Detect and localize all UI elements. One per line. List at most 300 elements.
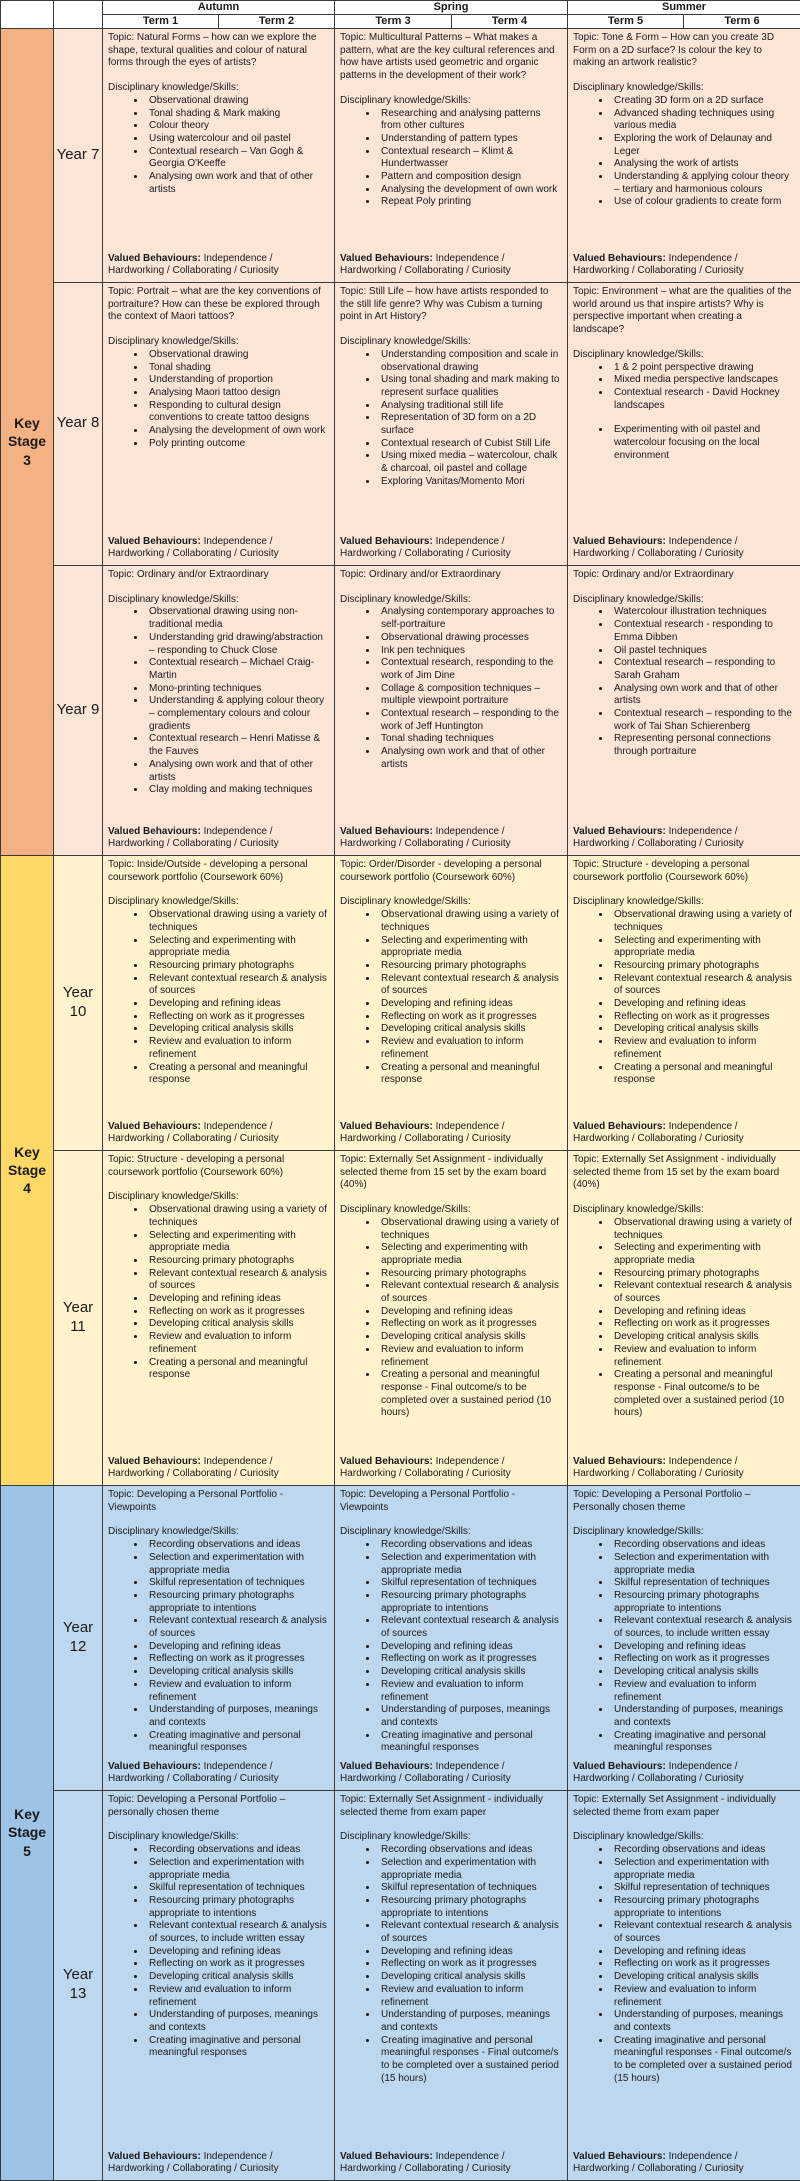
topic-text: Topic: Developing a Personal Portfolio - Viewpoints bbox=[340, 1489, 562, 1514]
valued-behaviours bbox=[108, 1121, 329, 1146]
skill-item: • Selection and experimentation with appropriate media bbox=[378, 1552, 562, 1577]
valued-behaviours-label: Valued Behaviours: bbox=[573, 2151, 666, 2162]
term-content-cell bbox=[568, 29, 800, 283]
skill-item: • Pattern and composition design bbox=[378, 171, 562, 184]
valued-behaviours-label: Valued Behaviours: bbox=[108, 1121, 201, 1132]
skill-item: • Reflecting on work as it progresses bbox=[611, 1011, 795, 1024]
skill-item: • Relevant contextual research & analysis of sources bbox=[146, 973, 329, 998]
skills-list bbox=[108, 95, 329, 197]
skill-item: • Developing and refining ideas bbox=[146, 998, 329, 1011]
skill-item: • Contextual research – Van Gogh & Georgia O'Keeffe bbox=[146, 146, 329, 171]
skill-item: • Relevant contextual research & analysis of sources bbox=[378, 1280, 562, 1305]
skill-item: • Contextual research – responding to the work of Tai Shan Schierenberg bbox=[611, 708, 795, 733]
skills-heading: Disciplinary knowledge/Skills: bbox=[573, 1204, 795, 1217]
skill-item: • Selecting and experimenting with appropriate media bbox=[146, 935, 329, 960]
topic-text: Topic: Inside/Outside - developing a personal coursework portfolio (Coursework 60%) bbox=[108, 859, 329, 884]
topic-text: Topic: Developing a Personal Portfolio - Viewpoints bbox=[108, 1489, 329, 1514]
skill-item: • Selection and experimentation with appropriate media bbox=[146, 1857, 329, 1882]
skill-item: • Reflecting on work as it progresses bbox=[378, 1011, 562, 1024]
term-content bbox=[568, 856, 800, 1149]
skills-heading: Disciplinary knowledge/Skills: bbox=[340, 1204, 562, 1217]
skill-item: • Using watercolour and oil pastel bbox=[146, 133, 329, 146]
term-content bbox=[103, 283, 334, 564]
skill-item: • Use of colour gradients to create form bbox=[611, 196, 795, 209]
term-header: Term 1 bbox=[103, 15, 219, 29]
skill-item: • Resourcing primary photographs appropriate to intentions bbox=[378, 1895, 562, 1920]
header-row-seasons bbox=[1, 1, 800, 15]
year-row bbox=[1, 1486, 800, 1791]
skill-item: • Relevant contextual research & analysis of sources bbox=[611, 973, 795, 998]
key-stage-label bbox=[1, 1486, 53, 2179]
topic-text: Topic: Developing a Personal Portfolio – personally chosen theme bbox=[108, 1794, 329, 1819]
valued-behaviours bbox=[340, 253, 562, 278]
valued-behaviours bbox=[573, 1456, 795, 1481]
term-content-cell bbox=[568, 283, 800, 566]
skill-item: • Analysing the development of own work bbox=[146, 425, 329, 438]
skills-heading: Disciplinary knowledge/Skills: bbox=[573, 594, 795, 607]
skill-item: • Creating 3D form on a 2D surface bbox=[611, 95, 795, 108]
skill-item: • Review and evaluation to inform refinement bbox=[146, 1984, 329, 2009]
year-cell bbox=[54, 1486, 103, 1791]
skill-item: • Developing and refining ideas bbox=[611, 1306, 795, 1319]
topic-text: Topic: Structure - developing a personal coursework portfolio (Coursework 60%) bbox=[108, 1154, 329, 1179]
topic-text: Topic: Externally Set Assignment - individually selected theme from 15 set by the exam board (40%) bbox=[573, 1154, 795, 1192]
skill-item: • Review and evaluation to inform refinement bbox=[378, 1984, 562, 2009]
skill-item: • Developing and refining ideas bbox=[611, 998, 795, 1011]
skill-item: • Resourcing primary photographs bbox=[611, 1268, 795, 1281]
valued-behaviours bbox=[573, 536, 795, 561]
year-row bbox=[1, 856, 800, 1151]
skill-item: • Poly printing outcome bbox=[146, 438, 329, 451]
term-content-cell bbox=[335, 566, 568, 856]
skills-heading: Disciplinary knowledge/Skills: bbox=[108, 82, 329, 95]
valued-behaviours-text: Independence / Hardworking / Collaborating / Curiosity bbox=[573, 536, 744, 560]
valued-behaviours bbox=[108, 1761, 329, 1786]
header-row-terms bbox=[1, 15, 800, 29]
valued-behaviours-label: Valued Behaviours: bbox=[573, 1761, 666, 1772]
skill-item: • Observational drawing using a variety of techniques bbox=[378, 1217, 562, 1242]
term-content bbox=[103, 1151, 334, 1484]
year-label-text: Year 12 bbox=[54, 1619, 102, 1657]
skill-item: • Representing personal connections through portraiture bbox=[611, 733, 795, 758]
skill-item: • Developing critical analysis skills bbox=[611, 1023, 795, 1036]
topic-text: Topic: Ordinary and/or Extraordinary bbox=[340, 569, 562, 582]
term-content bbox=[103, 29, 334, 281]
valued-behaviours-label: Valued Behaviours: bbox=[108, 2151, 201, 2162]
skill-item: • Resourcing primary photographs appropriate to intentions bbox=[146, 1590, 329, 1615]
key-stage-cell bbox=[1, 856, 54, 1486]
skill-item: • Resourcing primary photographs appropriate to intentions bbox=[611, 1590, 795, 1615]
topic-text: Topic: Developing a Personal Portfolio – Personally chosen theme bbox=[573, 1489, 795, 1514]
skill-item: • Reflecting on work as it progresses bbox=[146, 1958, 329, 1971]
valued-behaviours-text: Independence / Hardworking / Collaborating / Curiosity bbox=[108, 1456, 279, 1480]
skills-list bbox=[108, 606, 329, 797]
skill-item: • Clay molding and making techniques bbox=[146, 784, 329, 797]
valued-behaviours-label: Valued Behaviours: bbox=[340, 1456, 433, 1467]
skills-heading: Disciplinary knowledge/Skills: bbox=[340, 1526, 562, 1539]
skill-item: • Analysing own work and that of other artists bbox=[146, 171, 329, 196]
skill-item: • Resourcing primary photographs bbox=[146, 960, 329, 973]
corner-cell bbox=[1, 1, 54, 29]
term-content bbox=[335, 29, 567, 281]
term-content bbox=[103, 1486, 334, 1789]
valued-behaviours-text: Independence / Hardworking / Collaborating / Curiosity bbox=[573, 1761, 744, 1785]
skill-item: • Repeat Poly printing bbox=[378, 196, 562, 209]
skill-item: • Review and evaluation to inform refinement bbox=[146, 1036, 329, 1061]
valued-behaviours-label: Valued Behaviours: bbox=[340, 2151, 433, 2162]
skill-item: • Analysing traditional still life bbox=[378, 400, 562, 413]
spacer bbox=[340, 209, 562, 247]
skills-heading: Disciplinary knowledge/Skills: bbox=[573, 349, 795, 362]
table-header bbox=[1, 1, 800, 29]
term-content-cell bbox=[335, 1791, 568, 2181]
valued-behaviours-text: Independence / Hardworking / Collaborating / Curiosity bbox=[573, 1456, 744, 1480]
valued-behaviours-label: Valued Behaviours: bbox=[573, 536, 666, 547]
skill-item: • Recording observations and ideas bbox=[378, 1844, 562, 1857]
skill-item: • Understanding of purposes, meanings and contexts bbox=[378, 2009, 562, 2034]
year-label bbox=[54, 856, 102, 1149]
skill-item: • Developing critical analysis skills bbox=[378, 1971, 562, 1984]
skills-list bbox=[340, 1844, 562, 2085]
skill-item: • Understanding composition and scale in observational drawing bbox=[378, 349, 562, 374]
skill-item: • Representation of 3D form on a 2D surface bbox=[378, 412, 562, 437]
skill-item: • Developing critical analysis skills bbox=[611, 1666, 795, 1679]
spacer bbox=[108, 450, 329, 530]
skill-item: • Contextual research – Michael Craig-Martin bbox=[146, 657, 329, 682]
skill-item: • Selecting and experimenting with appropriate media bbox=[378, 1242, 562, 1267]
skill-item: • Resourcing primary photographs appropriate to intentions bbox=[611, 1895, 795, 1920]
skills-heading: Disciplinary knowledge/Skills: bbox=[573, 1526, 795, 1539]
skill-item: • Advanced shading techniques using various media bbox=[611, 108, 795, 133]
spacer bbox=[573, 1087, 795, 1116]
skill-item: • Relevant contextual research & analysis of sources bbox=[378, 1920, 562, 1945]
skill-item: • Reflecting on work as it progresses bbox=[611, 1653, 795, 1666]
valued-behaviours-label: Valued Behaviours: bbox=[340, 826, 433, 837]
skills-heading: Disciplinary knowledge/Skills: bbox=[108, 1526, 329, 1539]
year-label-text: Year 13 bbox=[54, 1966, 102, 2004]
skill-item: • Responding to cultural design conventions to create tattoo designs bbox=[146, 400, 329, 425]
term-content-cell bbox=[568, 566, 800, 856]
skills-list bbox=[340, 909, 562, 1087]
skill-item: • Relevant contextual research & analysis of sources, to include written essay bbox=[146, 1920, 329, 1945]
year-cell bbox=[54, 29, 103, 283]
skills-list bbox=[340, 606, 562, 771]
skill-item: • Observational drawing using a variety of techniques bbox=[146, 1204, 329, 1229]
spacer bbox=[573, 759, 795, 821]
skill-item: • Understanding of purposes, meanings and contexts bbox=[146, 1704, 329, 1729]
skill-item: • Exploring Vanitas/Momento Mori bbox=[378, 476, 562, 489]
valued-behaviours-text: Independence / Hardworking / Collaborating / Curiosity bbox=[573, 826, 744, 850]
topic-text: Topic: Ordinary and/or Extraordinary bbox=[108, 569, 329, 582]
spacer bbox=[108, 1755, 329, 1756]
valued-behaviours-text: Independence / Hardworking / Collaborating / Curiosity bbox=[340, 536, 511, 560]
skills-list bbox=[573, 1217, 795, 1420]
skills-list bbox=[573, 909, 795, 1087]
skill-item: • Developing critical analysis skills bbox=[378, 1666, 562, 1679]
skills-heading: Disciplinary knowledge/Skills: bbox=[108, 594, 329, 607]
year-row bbox=[1, 283, 800, 566]
term-content-cell bbox=[103, 1486, 335, 1791]
year-label-text: Year 9 bbox=[57, 701, 100, 720]
skill-item: • Watercolour illustration techniques bbox=[611, 606, 795, 619]
skill-item: • Developing critical analysis skills bbox=[146, 1666, 329, 1679]
valued-behaviours-text: Independence / Hardworking / Collaborating / Curiosity bbox=[108, 536, 279, 560]
spacer bbox=[573, 1755, 795, 1756]
skill-item: • Collage & composition techniques – multiple viewpoint portraiture bbox=[378, 683, 562, 708]
skill-item: • Creating imaginative and personal meaningful responses - Final outcome/s to be completed over a sustained period (15 hours) bbox=[611, 2035, 795, 2086]
valued-behaviours bbox=[108, 253, 329, 278]
year-row bbox=[1, 1791, 800, 2181]
valued-behaviours-text: Independence / Hardworking / Collaborating / Curiosity bbox=[573, 2151, 744, 2175]
skill-item: • Developing and refining ideas bbox=[611, 1946, 795, 1959]
year-label bbox=[54, 566, 102, 854]
skill-item: • Relevant contextual research & analysis of sources bbox=[146, 1268, 329, 1293]
term-content bbox=[568, 566, 800, 854]
topic-text: Topic: Tone & Form – How can you create 3D Form on a 2D surface? Is colour the key to making an artwork realistic? bbox=[573, 32, 795, 70]
topic-text: Topic: Externally Set Assignment - individually selected theme from exam paper bbox=[340, 1794, 562, 1819]
valued-behaviours-label: Valued Behaviours: bbox=[573, 826, 666, 837]
valued-behaviours-label: Valued Behaviours: bbox=[108, 826, 201, 837]
skill-item: • Relevant contextual research & analysis of sources bbox=[146, 1615, 329, 1640]
skill-item: • Recording observations and ideas bbox=[146, 1539, 329, 1552]
year-cell bbox=[54, 283, 103, 566]
skill-item: • Selecting and experimenting with appropriate media bbox=[611, 1242, 795, 1267]
skill-item: • Developing and refining ideas bbox=[146, 1946, 329, 1959]
year-label bbox=[54, 1791, 102, 2179]
spacer bbox=[340, 772, 562, 821]
skill-item: • Observational drawing using a variety of techniques bbox=[146, 909, 329, 934]
year-label-text: Year 7 bbox=[57, 146, 100, 165]
skill-item: • Selecting and experimenting with appropriate media bbox=[378, 935, 562, 960]
term-content bbox=[103, 1791, 334, 2179]
skills-heading: Disciplinary knowledge/Skills: bbox=[340, 896, 562, 909]
year-cell bbox=[54, 856, 103, 1151]
skill-item: • Analysing contemporary approaches to self-portraiture bbox=[378, 606, 562, 631]
year-label-text: Year 8 bbox=[57, 414, 100, 433]
skills-heading: Disciplinary knowledge/Skills: bbox=[573, 1831, 795, 1844]
skill-item: • Developing and refining ideas bbox=[378, 1641, 562, 1654]
skill-item: • Review and evaluation to inform refinement bbox=[146, 1679, 329, 1704]
year-label bbox=[54, 1486, 102, 1789]
skill-item: • Relevant contextual research & analysis of sources bbox=[611, 1280, 795, 1305]
valued-behaviours-label: Valued Behaviours: bbox=[108, 536, 201, 547]
skill-item: • Understanding of purposes, meanings and contexts bbox=[611, 1704, 795, 1729]
skills-list bbox=[573, 362, 795, 463]
skill-item: • Recording observations and ideas bbox=[378, 1539, 562, 1552]
skill-item: • Developing and refining ideas bbox=[378, 998, 562, 1011]
valued-behaviours-text: Independence / Hardworking / Collaborating / Curiosity bbox=[108, 2151, 279, 2175]
valued-behaviours bbox=[108, 2151, 329, 2176]
skills-list bbox=[340, 349, 562, 489]
valued-behaviours bbox=[573, 253, 795, 278]
skill-item: • Developing and refining ideas bbox=[378, 1946, 562, 1959]
skill-item: • Experimenting with oil pastel and watercolour focusing on the local environment bbox=[611, 424, 795, 462]
valued-behaviours-text: Independence / Hardworking / Collaborating / Curiosity bbox=[340, 2151, 511, 2175]
skill-item: • Review and evaluation to inform refinement bbox=[378, 1679, 562, 1704]
term-content-cell bbox=[568, 1486, 800, 1791]
term-content-cell bbox=[335, 1151, 568, 1486]
topic-text: Topic: Environment – what are the qualities of the world around us that inspire artists? Why is perspective important when creating a landscape? bbox=[573, 286, 795, 337]
skill-item: • Understanding & applying colour theory – complementary colours and colour gradients bbox=[146, 695, 329, 733]
skill-item: • Recording observations and ideas bbox=[146, 1844, 329, 1857]
skill-item: • 1 & 2 point perspective drawing bbox=[611, 362, 795, 375]
valued-behaviours-text: Independence / Hardworking / Collaborating / Curiosity bbox=[340, 1456, 511, 1480]
valued-behaviours-text: Independence / Hardworking / Collaborating / Curiosity bbox=[340, 826, 511, 850]
skill-item: • Observational drawing bbox=[146, 95, 329, 108]
skill-item: • Reflecting on work as it progresses bbox=[378, 1318, 562, 1331]
term-content bbox=[568, 283, 800, 564]
term-header: Term 4 bbox=[452, 15, 568, 29]
skills-heading: Disciplinary knowledge/Skills: bbox=[108, 1191, 329, 1204]
valued-behaviours bbox=[573, 1761, 795, 1786]
table-body bbox=[1, 29, 800, 2181]
spacer bbox=[108, 1087, 329, 1116]
skill-item: • Relevant contextual research & analysis of sources bbox=[378, 1615, 562, 1640]
skill-item: • Researching and analysing patterns from other cultures bbox=[378, 108, 562, 133]
skill-item: • Developing and refining ideas bbox=[146, 1293, 329, 1306]
skill-item: • Observational drawing bbox=[146, 349, 329, 362]
skill-item: • Tonal shading techniques bbox=[378, 733, 562, 746]
year-row bbox=[1, 566, 800, 856]
skills-heading: Disciplinary knowledge/Skills: bbox=[340, 336, 562, 349]
spacer bbox=[340, 1087, 562, 1116]
skill-item: • Resourcing primary photographs bbox=[378, 1268, 562, 1281]
topic-text: Topic: Multicultural Patterns – What makes a pattern, what are the key cultural references and how have artists used geometric and organic patterns in the development of their work? bbox=[340, 32, 562, 83]
skills-list bbox=[340, 1539, 562, 1755]
skill-item: • Relevant contextual research & analysis of sources bbox=[378, 973, 562, 998]
valued-behaviours-label: Valued Behaviours: bbox=[573, 253, 666, 264]
valued-behaviours bbox=[340, 826, 562, 851]
term-content-cell bbox=[103, 566, 335, 856]
skill-item: • Creating imaginative and personal meaningful responses bbox=[611, 1730, 795, 1755]
skills-list bbox=[573, 95, 795, 209]
skill-item: • Reflecting on work as it progresses bbox=[146, 1306, 329, 1319]
skill-item: • Selection and experimentation with appropriate media bbox=[378, 1857, 562, 1882]
skill-item: • Contextual research of Cubist Still Life bbox=[378, 438, 562, 451]
skill-item: • Colour theory bbox=[146, 120, 329, 133]
skill-item: • Ink pen techniques bbox=[378, 645, 562, 658]
skills-heading: Disciplinary knowledge/Skills: bbox=[340, 95, 562, 108]
valued-behaviours-label: Valued Behaviours: bbox=[340, 253, 433, 264]
skill-item: • Skilful representation of techniques bbox=[378, 1882, 562, 1895]
skill-item: • Review and evaluation to inform refinement bbox=[611, 1679, 795, 1704]
skill-item: • Understanding of proportion bbox=[146, 374, 329, 387]
term-content-cell bbox=[335, 283, 568, 566]
skills-list bbox=[108, 349, 329, 451]
term-content-cell bbox=[568, 1791, 800, 2181]
skill-item: • Analysing the work of artists bbox=[611, 158, 795, 171]
topic-text: Topic: Natural Forms – how can we explore the shape, textural qualities and colour of natural forms through the eyes of artists? bbox=[108, 32, 329, 70]
skill-item: • Contextual research – Henri Matisse & the Fauves bbox=[146, 733, 329, 758]
key-stage-label-text: Key Stage 5 bbox=[1, 1805, 53, 1860]
term-content bbox=[568, 1486, 800, 1789]
skill-item: • Analysing own work and that of other artists bbox=[146, 759, 329, 784]
term-content bbox=[335, 1791, 567, 2179]
skill-item: • Review and evaluation to inform refinement bbox=[611, 1984, 795, 2009]
term-header: Term 6 bbox=[684, 15, 800, 29]
skills-gap bbox=[611, 412, 795, 424]
year-label bbox=[54, 29, 102, 281]
skill-item: • Selection and experimentation with appropriate media bbox=[146, 1552, 329, 1577]
valued-behaviours bbox=[340, 536, 562, 561]
skill-item: • Recording observations and ideas bbox=[611, 1844, 795, 1857]
skill-item: • Creating a personal and meaningful response - Final outcome/s to be completed over a sustained period (10 hours) bbox=[611, 1369, 795, 1420]
skill-item: • Resourcing primary photographs bbox=[611, 960, 795, 973]
skills-list bbox=[108, 909, 329, 1087]
valued-behaviours-label: Valued Behaviours: bbox=[573, 1121, 666, 1132]
skill-item: • Resourcing primary photographs bbox=[146, 1255, 329, 1268]
skill-item: • Review and evaluation to inform refinement bbox=[378, 1344, 562, 1369]
valued-behaviours bbox=[108, 826, 329, 851]
valued-behaviours-text: Independence / Hardworking / Collaborating / Curiosity bbox=[573, 253, 744, 277]
skills-heading: Disciplinary knowledge/Skills: bbox=[573, 896, 795, 909]
term-content bbox=[335, 283, 567, 564]
valued-behaviours-label: Valued Behaviours: bbox=[108, 253, 201, 264]
valued-behaviours-label: Valued Behaviours: bbox=[340, 1121, 433, 1132]
skill-item: • Using mixed media – watercolour, chalk & charcoal, oil pastel and collage bbox=[378, 450, 562, 475]
year-cell bbox=[54, 1791, 103, 2181]
valued-behaviours bbox=[573, 826, 795, 851]
term-content bbox=[335, 566, 567, 854]
term-content bbox=[335, 1486, 567, 1789]
year-label-text: Year 10 bbox=[54, 984, 102, 1022]
skill-item: • Understanding of purposes, meanings and contexts bbox=[378, 1704, 562, 1729]
spacer bbox=[108, 797, 329, 821]
skills-heading: Disciplinary knowledge/Skills: bbox=[108, 1831, 329, 1844]
skill-item: • Creating imaginative and personal meaningful responses bbox=[146, 2035, 329, 2060]
skills-list bbox=[108, 1204, 329, 1382]
term-content bbox=[568, 1791, 800, 2179]
skill-item: • Skilful representation of techniques bbox=[611, 1882, 795, 1895]
skill-item: • Developing and refining ideas bbox=[378, 1306, 562, 1319]
skill-item: • Skilful representation of techniques bbox=[378, 1577, 562, 1590]
skill-item: • Resourcing primary photographs appropriate to intentions bbox=[146, 1895, 329, 1920]
skill-item: • Creating a personal and meaningful response bbox=[146, 1357, 329, 1382]
topic-text: Topic: Externally Set Assignment - individually selected theme from 15 set by the exam board (40%) bbox=[340, 1154, 562, 1192]
skill-item: • Understanding grid drawing/abstraction – responding to Chuck Close bbox=[146, 632, 329, 657]
skill-item: • Understanding & applying colour theory – tertiary and harmonious colours bbox=[611, 171, 795, 196]
valued-behaviours-label: Valued Behaviours: bbox=[573, 1456, 666, 1467]
key-stage-cell bbox=[1, 1486, 54, 2181]
year-cell bbox=[54, 566, 103, 856]
skill-item: • Relevant contextual research & analysis of sources bbox=[611, 1920, 795, 1945]
skill-item: • Tonal shading bbox=[146, 362, 329, 375]
skills-heading: Disciplinary knowledge/Skills: bbox=[108, 896, 329, 909]
key-stage-label-text: Key Stage 4 bbox=[1, 1143, 53, 1198]
valued-behaviours-label: Valued Behaviours: bbox=[108, 1761, 201, 1772]
term-content-cell bbox=[103, 29, 335, 283]
skill-item: • Resourcing primary photographs appropriate to intentions bbox=[378, 1590, 562, 1615]
term-content-cell bbox=[103, 1151, 335, 1486]
valued-behaviours bbox=[340, 2151, 562, 2176]
key-stage-label-text: Key Stage 3 bbox=[1, 414, 53, 469]
skill-item: • Review and evaluation to inform refinement bbox=[611, 1344, 795, 1369]
skills-list bbox=[340, 1217, 562, 1420]
year-cell bbox=[54, 1151, 103, 1486]
valued-behaviours bbox=[340, 1761, 562, 1786]
key-stage-cell bbox=[1, 29, 54, 856]
skill-item: • Creating a personal and meaningful response bbox=[611, 1062, 795, 1087]
skill-item: • Exploring the work of Delaunay and Leger bbox=[611, 133, 795, 158]
skill-item: • Developing and refining ideas bbox=[146, 1641, 329, 1654]
spacer bbox=[108, 196, 329, 247]
skill-item: • Review and evaluation to inform refinement bbox=[378, 1036, 562, 1061]
skill-item: • Creating a personal and meaningful response bbox=[378, 1062, 562, 1087]
skill-item: • Reflecting on work as it progresses bbox=[611, 1958, 795, 1971]
topic-text: Topic: Still Life – how have artists responded to the still life genre? Why was Cubism a turning point in Art History? bbox=[340, 286, 562, 324]
valued-behaviours-text: Independence / Hardworking / Collaborating / Curiosity bbox=[340, 1761, 511, 1785]
skill-item: • Contextual research – responding to the work of Jeff Huntington bbox=[378, 708, 562, 733]
